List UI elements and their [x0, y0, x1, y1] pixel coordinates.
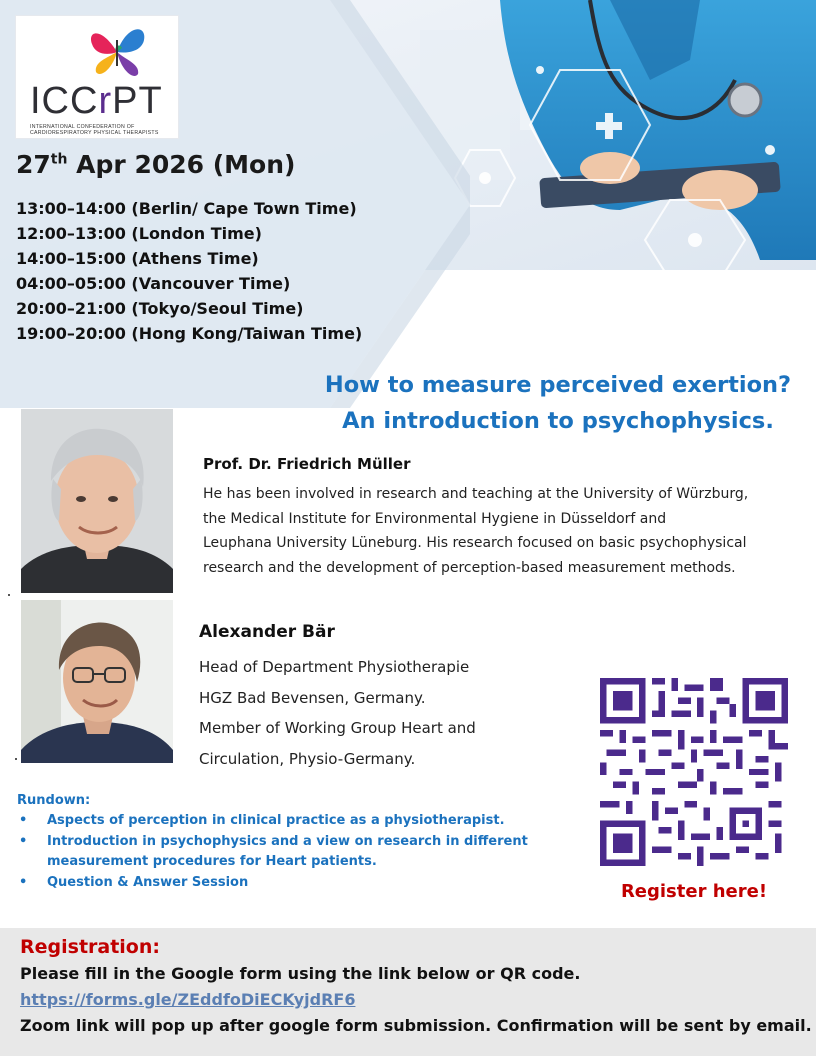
- time-item: 14:00–15:00 (Athens Time): [16, 249, 259, 268]
- portrait-image: [21, 409, 173, 593]
- registration-title: Registration:: [20, 936, 160, 958]
- event-date: [16, 150, 295, 179]
- rundown-item: [17, 811, 577, 832]
- time-item: 13:00–14:00 (Berlin/ Cape Town Time): [16, 199, 357, 218]
- time-item: 20:00–21:00 (Tokyo/Seoul Time): [16, 299, 304, 318]
- talk-title: [300, 367, 816, 439]
- registration-instruction: Please fill in the Google form using the link below or QR code.: [20, 964, 581, 983]
- butterfly-icon: [82, 22, 152, 80]
- bullet-icon: •: [19, 874, 28, 890]
- hero-section: [0, 0, 816, 408]
- rundown-heading: Rundown:: [17, 793, 91, 808]
- speaker-name-2: Alexander Bär: [199, 622, 335, 642]
- speaker-bio-1: [203, 482, 803, 580]
- speaker-bio-2: [199, 652, 579, 774]
- rundown-item-text: Introduction in psychophysics and a view on research in different: [47, 833, 528, 849]
- bio-line: Head of Department Physiotherapie: [199, 658, 470, 676]
- speaker-name-1: Prof. Dr. Friedrich Müller: [203, 455, 411, 473]
- decorative-dot: [8, 594, 10, 596]
- date-day: 27: [16, 150, 51, 179]
- bio-line: He has been involved in research and teaching at the University of Würzburg,: [203, 486, 749, 502]
- bio-line: Member of Working Group Heart and: [199, 719, 476, 737]
- bio-line: the Medical Institute for Environmental Hygiene in Düsseldorf and: [203, 510, 667, 527]
- logo-subtitle: INTERNATIONAL CONFEDERATION OF CARDIORESPIRATORY PHYSICAL THERAPISTS: [30, 124, 159, 136]
- registration-qr-code[interactable]: [600, 678, 788, 866]
- decorative-dot: [15, 758, 17, 760]
- rundown-item-text: measurement procedures for Heart patients.: [47, 854, 377, 869]
- bio-line: Circulation, Physio-Germany.: [199, 749, 416, 768]
- time-item: 19:00–20:00 (Hong Kong/Taiwan Time): [16, 324, 363, 343]
- talk-title-line1: How to measure perceived exertion?: [324, 372, 792, 398]
- date-suffix: th: [50, 151, 68, 168]
- bullet-icon: •: [19, 813, 28, 828]
- bio-line: research and the development of perception-based measurement methods.: [203, 559, 736, 576]
- logo-wordmark-r: r: [98, 80, 113, 122]
- rundown-item-text: Question & Answer Session: [47, 874, 249, 890]
- registration-note: Zoom link will pop up after google form submission. Confirmation will be sent by email.: [20, 1016, 812, 1035]
- portrait-image: [21, 600, 173, 763]
- logo-wordmark: [30, 80, 163, 123]
- speaker-photo-1: [21, 409, 173, 593]
- time-item: 04:00–05:00 (Vancouver Time): [16, 274, 291, 293]
- logo-wordmark-pre: ICC: [30, 80, 99, 122]
- rundown-item: [17, 832, 577, 873]
- iccrpt-logo: [16, 16, 178, 138]
- rundown-item: [17, 873, 577, 894]
- event-times-list: [16, 196, 362, 346]
- bio-line: HGZ Bad Bevensen, Germany.: [199, 688, 426, 707]
- rundown-list: [17, 811, 577, 893]
- rundown-section: [17, 791, 577, 893]
- register-here-label: Register here!: [620, 881, 768, 902]
- registration-link[interactable]: https://forms.gle/ZEddfoDiECKyjdRF6: [20, 990, 356, 1009]
- time-item: 12:00–13:00 (London Time): [16, 224, 262, 243]
- logo-wordmark-post: PT: [112, 80, 163, 122]
- talk-title-line2: An introduction to psychophysics.: [342, 408, 774, 434]
- speaker-photo-2: [21, 600, 173, 763]
- bio-line: Leuphana University Lüneburg. His research focused on basic psychophysical: [203, 535, 747, 551]
- date-rest: Apr 2026 (Mon): [67, 150, 296, 179]
- bullet-icon: •: [19, 833, 28, 849]
- rundown-item-text: Aspects of perception in clinical practice as a physiotherapist.: [47, 813, 505, 828]
